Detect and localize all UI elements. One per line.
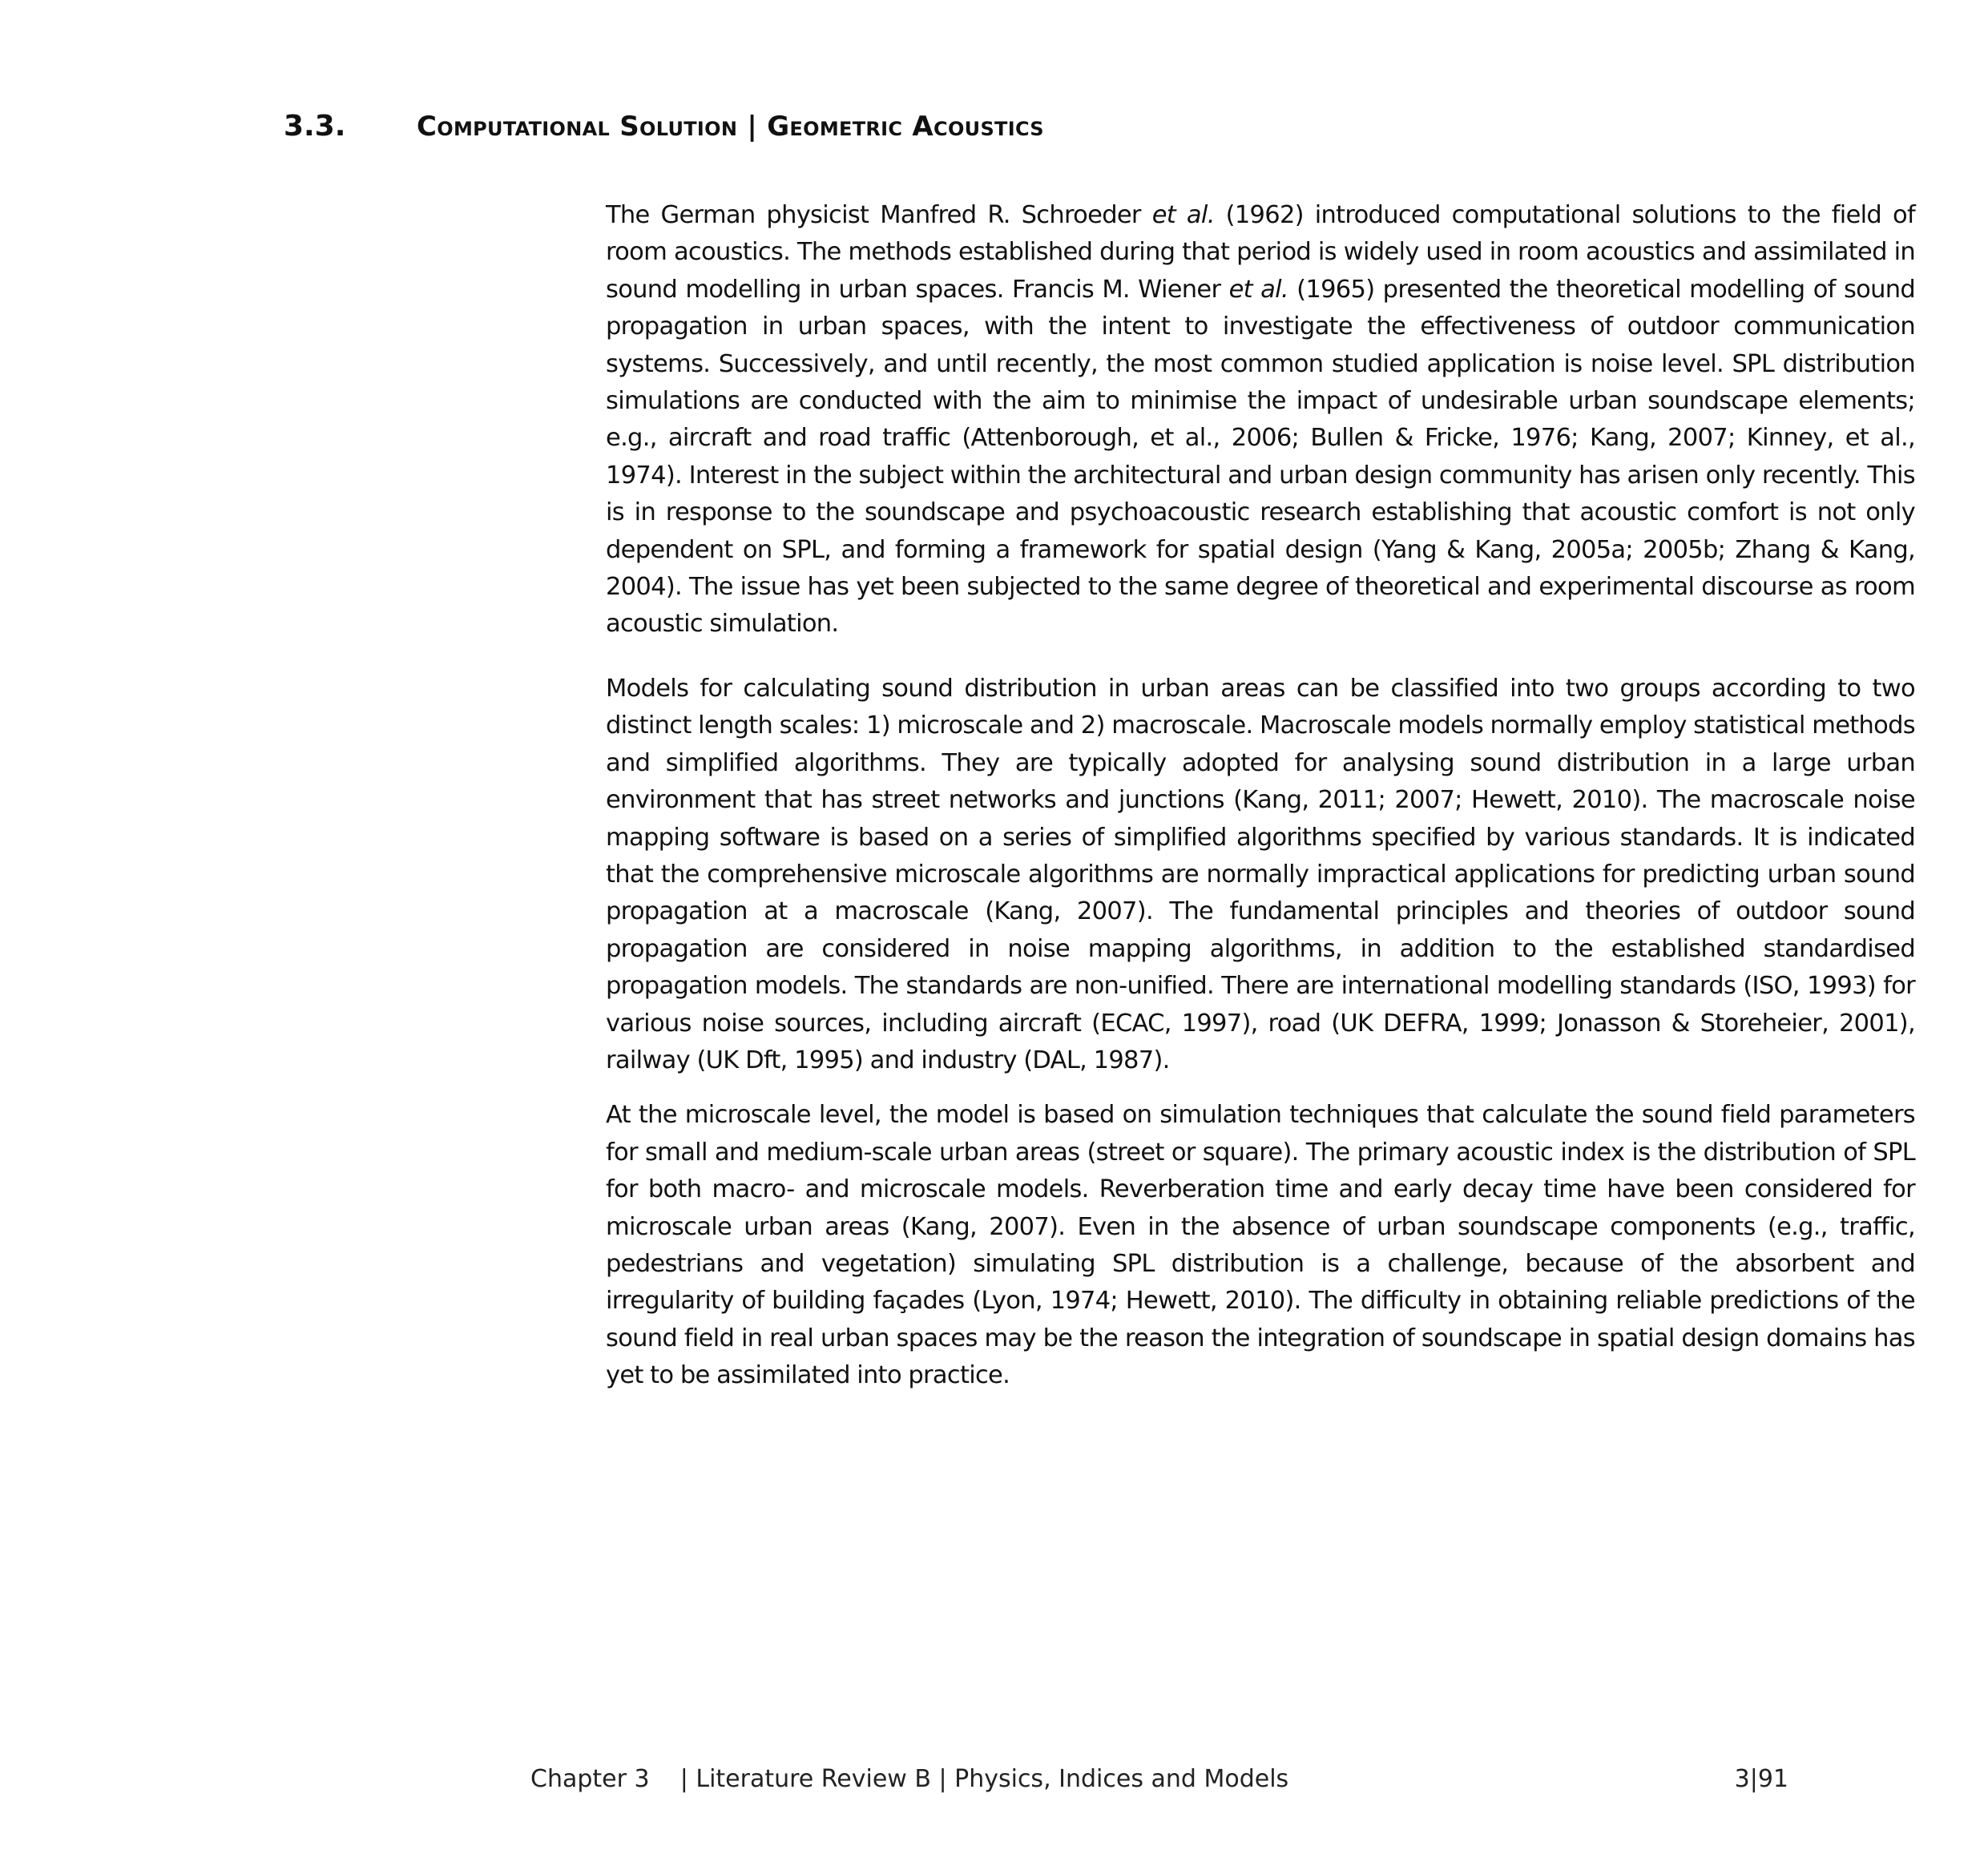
section-heading bbox=[284, 103, 1806, 151]
footer-chapter: Chapter 3 | Literature Review B | Physics, Indices and Models bbox=[530, 1765, 1289, 1793]
paragraph-1-text-c: (1965) presented the theoretical modelling of sound propagation in urban spaces, with the intent to investigate the effectiveness of outdoor communication systems. Successively, and until recently, the most common studied application is noise level. SPL distribution simulations are conducted with the aim to minimise the impact of undesirable urban soundscape elements; e.g., aircraft and road traffic (Attenborough, et al., 2006; Bullen & Fricke, 1976; Kang, 2007; Kinney, et al., 1974). Interest in the subject within the architectural and urban design community has arisen only recently. This is in response to the soundscape and psychoacoustic research establishing that acoustic comfort is not only dependent on SPL, and forming a framework for spatial design (Yang & Kang, 2005a; 2005b; Zhang & Kang, 2004). The issue has yet been subjected to the same degree of theoretical and experimental discourse as room acoustic simulation. bbox=[606, 275, 1916, 639]
paragraph-3: At the microscale level, the model is based on simulation techniques that calculate the sound field parameters for small and medium-scale urban areas (street or square). The primary acoustic index is the distribution of SPL for both macro- and microscale models. Reverberation time and early decay time have been considered for microscale urban areas (Kang, 2007). Even in the absence of urban soundscape components (e.g., traffic, pedestrians and vegetation) simulating SPL distribution is a challenge, because of the absorbent and irregularity of building façades (Lyon, 1974; Hewett, 2010). The difficulty in obtaining reliable predictions of the sound field in real urban spaces may be the reason the integration of soundscape in spatial design domains has yet to be assimilated into practice. bbox=[606, 1101, 1915, 1390]
paragraph-1-etal-1: et al. bbox=[1151, 201, 1215, 229]
page-number: 3|91 bbox=[1734, 1765, 1788, 1793]
section-number: 3.3. bbox=[284, 110, 346, 143]
paragraph-1 bbox=[606, 197, 1915, 643]
paragraph-1-text-a: The German physicist Manfred R. Schroeder bbox=[606, 201, 1152, 229]
paragraph-1-text-b: (1962) introduced computational solutions to the field of room acoustics. The methods established during that period is widely used in room acoustics and assimilated in sound modelling in urban spaces. Francis M. Wiener bbox=[606, 201, 1915, 304]
section-title: Computational Solution | Geometric Acoustics bbox=[417, 111, 1044, 143]
body-text bbox=[606, 197, 1915, 1395]
paragraph-1-etal-2: et al. bbox=[1228, 275, 1288, 304]
page-footer bbox=[530, 1761, 1788, 1798]
paragraph-2: Models for calculating sound distribution in urban areas can be classified into two groups according to two distinct length scales: 1) microscale and 2) macroscale. Macroscale models normally employ statistical methods and simplified algorithms. They are typically adopted for analysing sound distribution in a large urban environment that has street networks and junctions (Kang, 2011; 2007; Hewett, 2010). The macroscale noise mapping software is based on a series of simplified algorithms specified by various standards. It is indicated that the comprehensive microscale algorithms are normally impractical applications for predicting urban sound propagation at a macroscale (Kang, 2007). The fundamental principles and theories of outdoor sound propagation are considered in noise mapping algorithms, in addition to the established standardised propagation models. The standards are non-unified. There are international modelling standards (ISO, 1993) for various noise sources, including aircraft (ECAC, 1997), road (UK DEFRA, 1999; Jonasson & Storeheier, 2001), railway (UK Dft, 1995) and industry (DAL, 1987). bbox=[606, 674, 1915, 1074]
